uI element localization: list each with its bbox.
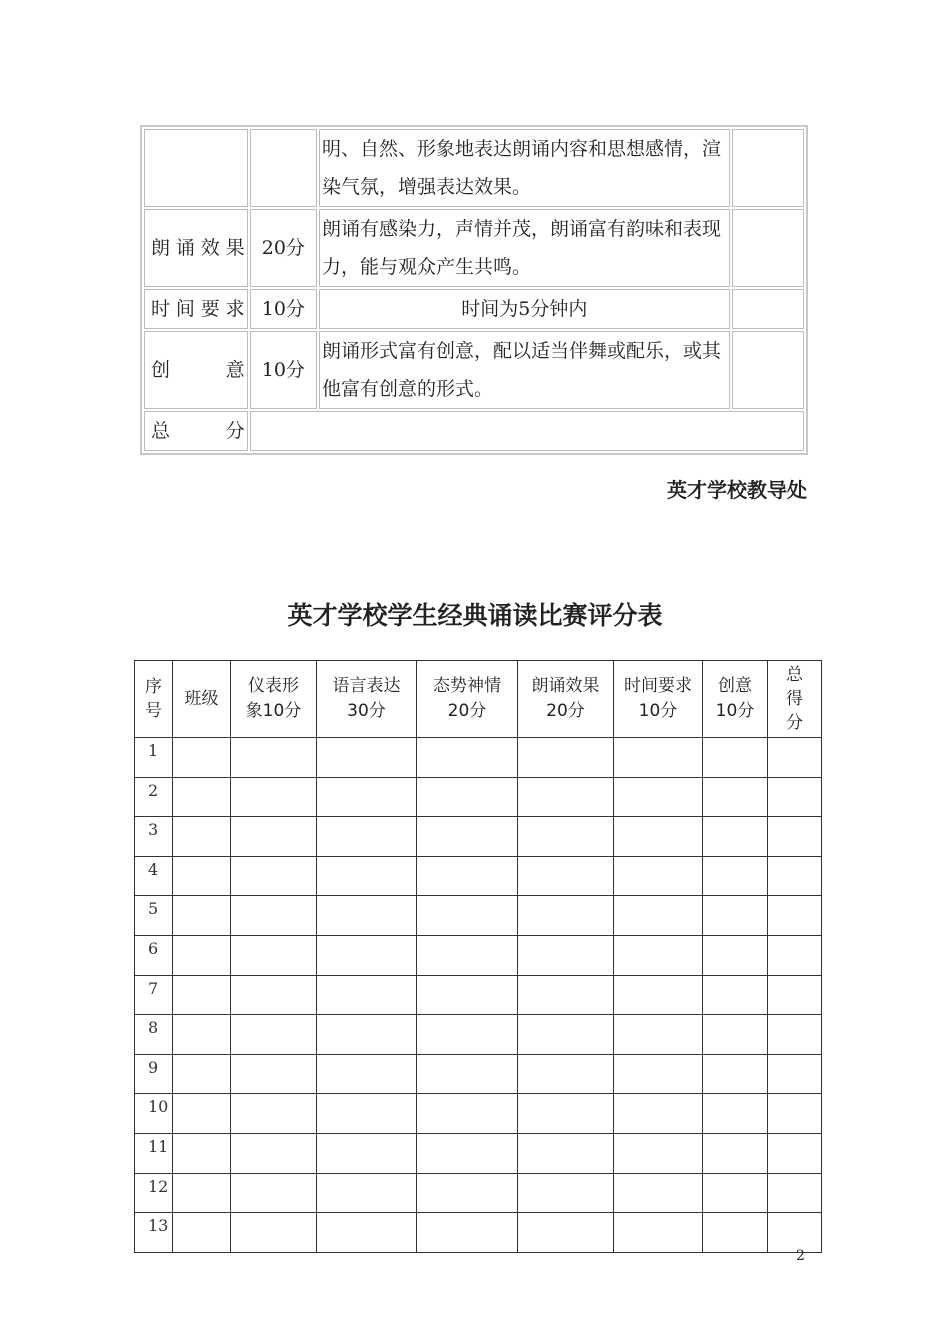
signature: 英才学校教导处: [667, 478, 807, 502]
criteria-description: 明、自然、形象地表达朗诵内容和思想感情，渲染气氛，增强表达效果。: [319, 129, 730, 207]
score-cell: [417, 777, 518, 817]
table-row: [135, 1054, 822, 1094]
criteria-item: 创 意: [144, 331, 248, 409]
score-cell: [173, 777, 231, 817]
criteria-result: [732, 331, 804, 409]
header-class: 班级: [173, 661, 231, 738]
score-cell: [614, 777, 703, 817]
score-cell: [173, 738, 231, 778]
row-number: 5: [135, 896, 173, 936]
table-row: [135, 975, 822, 1015]
score-cell: [317, 777, 417, 817]
score-cell: [703, 817, 768, 857]
header-creativity: 创意10分: [703, 661, 768, 738]
criteria-total-row: [144, 411, 804, 451]
score-cell: [518, 817, 614, 857]
table-row: [135, 935, 822, 975]
score-cell: [173, 975, 231, 1015]
score-cell: [417, 1133, 518, 1173]
score-cell: [703, 1094, 768, 1134]
header-time: 时间要求10分: [614, 661, 703, 738]
criteria-result: [732, 129, 804, 207]
score-cell: [614, 896, 703, 936]
score-sheet-title: 英才学校学生经典诵读比赛评分表: [287, 601, 663, 630]
score-cell: [518, 1133, 614, 1173]
score-cell: [518, 1094, 614, 1134]
score-cell: [768, 1173, 822, 1213]
score-cell: [703, 1015, 768, 1055]
score-cell: [317, 856, 417, 896]
score-cell: [614, 935, 703, 975]
score-cell: [231, 1054, 317, 1094]
table-row: [135, 1213, 822, 1253]
criteria-row: [144, 209, 804, 287]
table-row: [135, 856, 822, 896]
criteria-result: [732, 209, 804, 287]
score-cell: [614, 1173, 703, 1213]
row-number: 11: [135, 1133, 173, 1173]
score-cell: [173, 1213, 231, 1253]
score-sheet-table: [134, 660, 822, 1253]
score-cell: [317, 1094, 417, 1134]
score-cell: [417, 896, 518, 936]
score-cell: [231, 817, 317, 857]
score-cell: [417, 856, 518, 896]
score-cell: [518, 1054, 614, 1094]
header-total: 总得分: [768, 661, 822, 738]
score-cell: [173, 1054, 231, 1094]
table-row: [135, 738, 822, 778]
header-posture: 态势神情20分: [417, 661, 518, 738]
score-cell: [768, 1094, 822, 1134]
score-cell: [703, 856, 768, 896]
score-cell: [317, 817, 417, 857]
criteria-score: 20分: [250, 209, 317, 287]
score-cell: [614, 738, 703, 778]
row-number: 6: [135, 935, 173, 975]
score-cell: [518, 896, 614, 936]
table-row: [135, 777, 822, 817]
score-sheet-body: [135, 738, 822, 1253]
score-cell: [614, 817, 703, 857]
score-cell: [768, 935, 822, 975]
score-cell: [768, 1213, 822, 1253]
score-cell: [231, 856, 317, 896]
score-cell: [231, 1133, 317, 1173]
total-value: [250, 411, 804, 451]
table-row: [135, 896, 822, 936]
criteria-item: 时间要求: [144, 289, 248, 329]
score-cell: [231, 1094, 317, 1134]
score-cell: [173, 935, 231, 975]
score-cell: [768, 817, 822, 857]
score-cell: [317, 1213, 417, 1253]
score-cell: [417, 1213, 518, 1253]
table-row: [135, 1015, 822, 1055]
score-cell: [173, 1133, 231, 1173]
score-cell: [231, 1015, 317, 1055]
score-cell: [417, 935, 518, 975]
score-cell: [317, 738, 417, 778]
row-number: 7: [135, 975, 173, 1015]
row-number: 2: [135, 777, 173, 817]
criteria-score: 10分: [250, 289, 317, 329]
criteria-table: [140, 125, 808, 455]
criteria-description: 朗诵形式富有创意，配以适当伴舞或配乐，或其他富有创意的形式。: [319, 331, 730, 409]
score-cell: [231, 1213, 317, 1253]
score-cell: [417, 1173, 518, 1213]
criteria-item: [144, 129, 248, 207]
row-number: 8: [135, 1015, 173, 1055]
score-cell: [703, 738, 768, 778]
score-cell: [231, 896, 317, 936]
page-number: 2: [796, 1248, 805, 1264]
score-cell: [768, 777, 822, 817]
row-number: 3: [135, 817, 173, 857]
header-language: 语言表达30分: [317, 661, 417, 738]
table-row: [135, 1094, 822, 1134]
score-cell: [703, 1213, 768, 1253]
criteria-description: 时间为5分钟内: [319, 289, 730, 329]
score-cell: [518, 975, 614, 1015]
score-cell: [173, 896, 231, 936]
row-number: 4: [135, 856, 173, 896]
criteria-description: 朗诵有感染力，声情并茂，朗诵富有韵味和表现力，能与观众产生共鸣。: [319, 209, 730, 287]
score-cell: [518, 1015, 614, 1055]
score-cell: [317, 1054, 417, 1094]
row-number: 12: [135, 1173, 173, 1213]
score-cell: [417, 738, 518, 778]
score-cell: [173, 1094, 231, 1134]
row-number: 13: [135, 1213, 173, 1253]
criteria-result: [732, 289, 804, 329]
criteria-row: [144, 331, 804, 409]
score-cell: [231, 975, 317, 1015]
score-cell: [518, 856, 614, 896]
score-cell: [703, 975, 768, 1015]
header-appearance: 仪表形象10分: [231, 661, 317, 738]
score-cell: [703, 896, 768, 936]
score-cell: [614, 856, 703, 896]
score-cell: [768, 896, 822, 936]
score-cell: [614, 1015, 703, 1055]
score-cell: [518, 777, 614, 817]
score-cell: [703, 1054, 768, 1094]
score-cell: [231, 1173, 317, 1213]
score-cell: [417, 1015, 518, 1055]
row-number: 10: [135, 1094, 173, 1134]
score-cell: [231, 935, 317, 975]
criteria-row: [144, 289, 804, 329]
score-cell: [317, 1015, 417, 1055]
score-cell: [231, 738, 317, 778]
score-cell: [768, 1133, 822, 1173]
score-cell: [173, 817, 231, 857]
criteria-item: 朗诵效果: [144, 209, 248, 287]
score-cell: [768, 1054, 822, 1094]
score-cell: [417, 817, 518, 857]
score-cell: [614, 1054, 703, 1094]
score-cell: [317, 896, 417, 936]
table-row: [135, 1133, 822, 1173]
criteria-score: 10分: [250, 331, 317, 409]
total-label: 总 分: [144, 411, 248, 451]
score-cell: [317, 1133, 417, 1173]
header-recitation-effect: 朗诵效果20分: [518, 661, 614, 738]
score-cell: [518, 738, 614, 778]
table-row: [135, 1173, 822, 1213]
score-cell: [417, 1054, 518, 1094]
score-cell: [768, 738, 822, 778]
score-cell: [703, 935, 768, 975]
score-cell: [173, 856, 231, 896]
score-cell: [614, 1213, 703, 1253]
score-cell: [518, 1213, 614, 1253]
score-sheet-header: [135, 661, 822, 738]
score-cell: [703, 777, 768, 817]
score-cell: [518, 1173, 614, 1213]
score-cell: [317, 1173, 417, 1213]
score-cell: [703, 1173, 768, 1213]
score-cell: [173, 1015, 231, 1055]
row-number: 1: [135, 738, 173, 778]
row-number: 9: [135, 1054, 173, 1094]
score-cell: [703, 1133, 768, 1173]
score-cell: [417, 1094, 518, 1134]
score-cell: [317, 935, 417, 975]
criteria-score: [250, 129, 317, 207]
score-cell: [614, 1094, 703, 1134]
table-row: [135, 817, 822, 857]
score-cell: [614, 975, 703, 1015]
score-cell: [768, 1015, 822, 1055]
score-cell: [231, 777, 317, 817]
score-cell: [768, 856, 822, 896]
score-cell: [417, 975, 518, 1015]
score-cell: [614, 1133, 703, 1173]
header-seq: 序号: [135, 661, 173, 738]
score-cell: [173, 1173, 231, 1213]
score-cell: [518, 935, 614, 975]
score-cell: [317, 975, 417, 1015]
score-cell: [768, 975, 822, 1015]
criteria-row: [144, 129, 804, 207]
